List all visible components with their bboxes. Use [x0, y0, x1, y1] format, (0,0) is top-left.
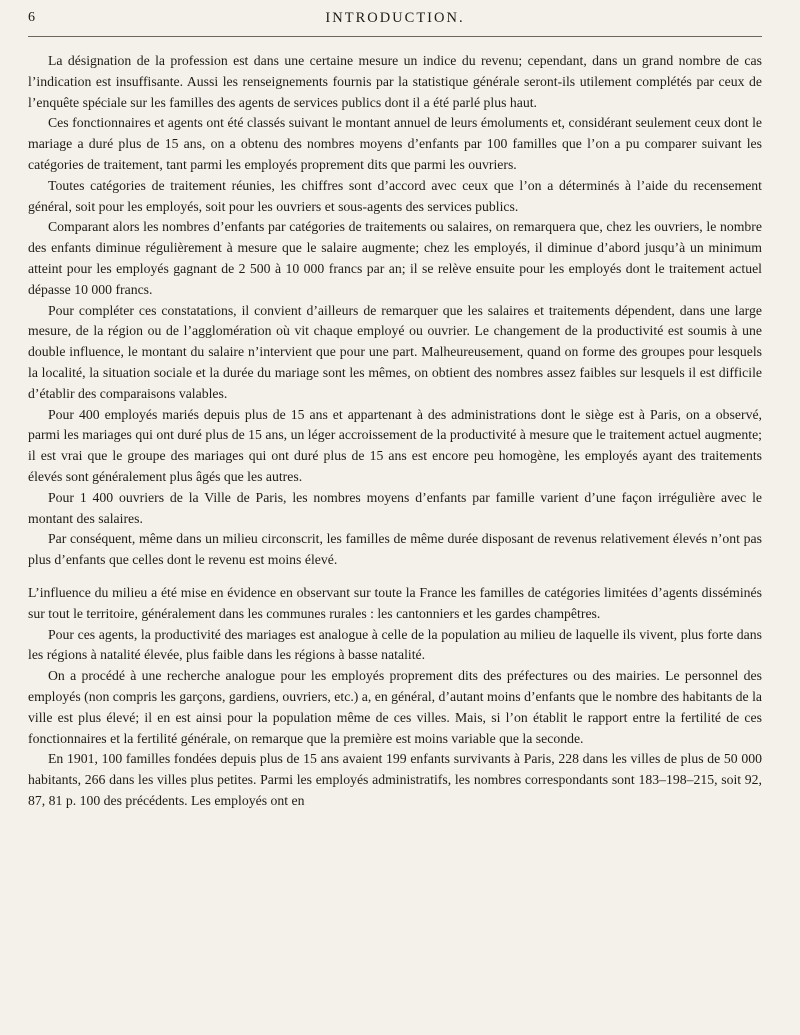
paragraph: Pour 1 400 ouvriers de la Ville de Paris, les nombres moyens d’enfants par famille varient d’une façon irrégulière avec le montant des salaires.	[28, 489, 762, 526]
section-opening-paragraph: L’influence du milieu a été mise en évidence en observant sur toute la France les familles de catégories limitées d’agents disséminés sur tout le territoire, généralement dans les communes rurales : les cantonniers et les gardes champêtres.	[28, 584, 762, 621]
running-title: INTRODUCTION.	[325, 10, 465, 26]
paragraph: On a procédé à une recherche analogue pour les employés proprement dits des préfectures ou des mairies. Le personnel des employés (non compris les garçons, gardiens, ouvriers, etc.) a, en général, d’autant moins d’enfants que le nombre des habitants de la ville est plus élevé; il en est ainsi pour la population même de ces villes. Mais, si l’on établit le rapport entre la fertilité de ces fonctionnaires et la fertilité générale, on remarque que la première est moins variable que la seconde.	[28, 668, 762, 746]
paragraph: Pour ces agents, la productivité des mariages est analogue à celle de la population au milieu de laquelle ils vivent, plus forte dans les régions à natalité élevée, plus faible dans les régions à basse natalité.	[28, 626, 762, 663]
body-text	[28, 51, 762, 812]
paragraph: La désignation de la profession est dans une certaine mesure un indice du revenu; cependant, dans un grand nombre de cas l’indication est insuffisante. Aussi les renseignements fournis par la statistique générale seront-ils utilement complétés par ceux de l’enquête spéciale sur les familles des agents de services publics dont il a été parlé plus haut.	[28, 53, 762, 110]
paragraph: Ces fonctionnaires et agents ont été classés suivant le montant annuel de leurs émoluments et, considérant seulement ceux dont le mariage a duré plus de 15 ans, on a obtenu des nombres moyens d’enfants par 100 familles que l’on a pu comparer suivant les catégories de traitement, tant parmi les employés proprement dits que parmi les ouvriers.	[28, 115, 762, 172]
page-number: 6	[28, 10, 36, 25]
paragraph: Par conséquent, même dans un milieu circonscrit, les familles de même durée disposant de revenus relativement élevés n’ont pas plus d’enfants que celles dont le revenu est moins élevé.	[28, 531, 762, 568]
paragraph: Pour 400 employés mariés depuis plus de 15 ans et appartenant à des administrations dont le siège est à Paris, on a observé, parmi les mariages qui ont duré plus de 15 ans, un léger accroissement de la productivité à mesure que le traitement actuel augmente; il est vrai que le groupe des mariages qui ont duré plus de 15 ans est encore peu homogène, les employés ayant des traitements élevés sont généralement plus âgés que les autres.	[28, 406, 762, 484]
paragraph: Comparant alors les nombres d’enfants par catégories de traitements ou salaires, on remarquera que, chez les ouvriers, le nombre des enfants diminue régulièrement à mesure que le salaire augmente; chez les employés, il diminue d’abord jusqu’à un minimum atteint pour les employés gagnant de 2 500 à 10 000 francs par an; il se relève ensuite pour les employés dont le traitement actuel dépasse 10 000 francs.	[28, 219, 762, 297]
paragraph: En 1901, 100 familles fondées depuis plus de 15 ans avaient 199 enfants survivants à Paris, 228 dans les villes de plus de 50 000 habitants, 266 dans les villes plus petites. Parmi les employés administratifs, les nombres correspondants sont 183–198–215, soit 92, 87, 81 p. 100 des précédents. Les employés ont en	[28, 751, 762, 808]
paragraph: Toutes catégories de traitement réunies, les chiffres sont d’accord avec ceux que l’on a déterminés à l’aide du recensement général, soit pour les employés, soit pour les ouvriers et sous-agents des services publics.	[28, 177, 762, 214]
running-header	[28, 10, 762, 37]
paragraph: Pour compléter ces constatations, il convient d’ailleurs de remarquer que les salaires et traitements dépendent, dans une large mesure, de la région ou de l’agglomération où vit chaque employé ou ouvrier. Le changement de la productivité est soumis à une double influence, le montant du salaire n’intervient que pour une part. Malheureusement, quand on forme des groupes pour lesquels la localité, la situation sociale et la durée du mariage sont les mêmes, on obtient des nombres assez faibles sur lesquels il est difficile d’établir des comparaisons valables.	[28, 302, 762, 401]
